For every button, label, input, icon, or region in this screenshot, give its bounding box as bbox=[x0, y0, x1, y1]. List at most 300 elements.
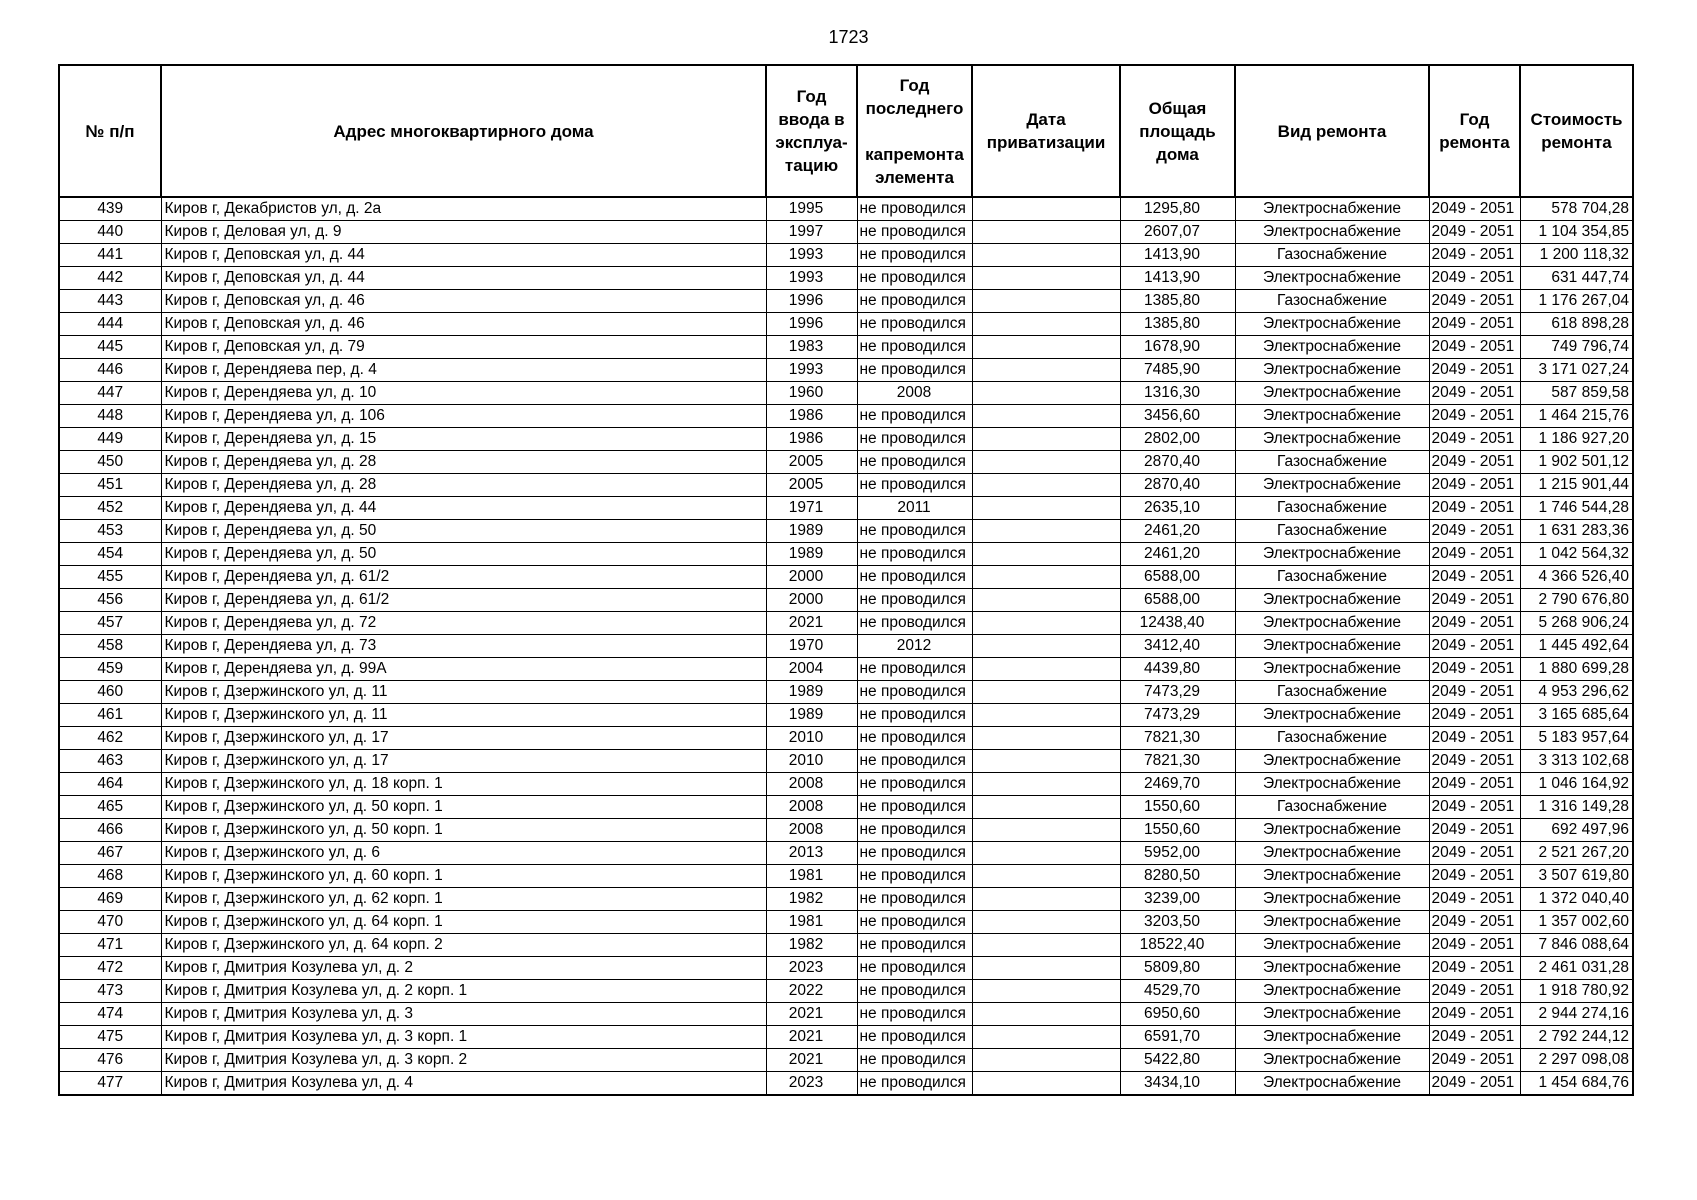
cell-area: 2461,20 bbox=[1120, 520, 1235, 543]
cell-year-built: 1981 bbox=[766, 865, 857, 888]
table-row bbox=[59, 336, 1633, 359]
cell-num: 466 bbox=[59, 819, 161, 842]
cell-year-built: 2021 bbox=[766, 1026, 857, 1049]
cell-repair-type: Электроснабжение bbox=[1235, 1049, 1429, 1072]
cell-num: 439 bbox=[59, 197, 161, 221]
table-row bbox=[59, 1026, 1633, 1049]
cell-year-built: 2000 bbox=[766, 589, 857, 612]
cell-cost: 1 746 544,28 bbox=[1520, 497, 1633, 520]
cell-repair-years: 2049 - 2051 bbox=[1429, 911, 1520, 934]
cell-address: Киров г, Декабристов ул, д. 2а bbox=[161, 197, 766, 221]
cell-year-built: 2023 bbox=[766, 957, 857, 980]
cell-privatization bbox=[972, 1049, 1120, 1072]
cell-last-repair: не проводился bbox=[857, 1026, 972, 1049]
cell-area: 2870,40 bbox=[1120, 474, 1235, 497]
cell-address: Киров г, Дерендяева ул, д. 73 bbox=[161, 635, 766, 658]
cell-repair-years: 2049 - 2051 bbox=[1429, 1003, 1520, 1026]
cell-repair-years: 2049 - 2051 bbox=[1429, 773, 1520, 796]
cell-area: 4439,80 bbox=[1120, 658, 1235, 681]
cell-cost: 1 200 118,32 bbox=[1520, 244, 1633, 267]
cell-year-built: 2023 bbox=[766, 1072, 857, 1096]
cell-repair-years: 2049 - 2051 bbox=[1429, 221, 1520, 244]
cell-address: Киров г, Дмитрия Козулева ул, д. 4 bbox=[161, 1072, 766, 1096]
cell-year-built: 2013 bbox=[766, 842, 857, 865]
cell-cost: 1 918 780,92 bbox=[1520, 980, 1633, 1003]
cell-address: Киров г, Дзержинского ул, д. 64 корп. 2 bbox=[161, 934, 766, 957]
cell-cost: 1 880 699,28 bbox=[1520, 658, 1633, 681]
cell-area: 6591,70 bbox=[1120, 1026, 1235, 1049]
cell-area: 3239,00 bbox=[1120, 888, 1235, 911]
cell-last-repair: не проводился bbox=[857, 750, 972, 773]
cell-address: Киров г, Дзержинского ул, д. 50 корп. 1 bbox=[161, 819, 766, 842]
cell-area: 2469,70 bbox=[1120, 773, 1235, 796]
cell-last-repair: не проводился bbox=[857, 566, 972, 589]
cell-cost: 2 521 267,20 bbox=[1520, 842, 1633, 865]
cell-repair-years: 2049 - 2051 bbox=[1429, 1072, 1520, 1096]
cell-year-built: 2008 bbox=[766, 796, 857, 819]
cell-area: 3203,50 bbox=[1120, 911, 1235, 934]
cell-area: 18522,40 bbox=[1120, 934, 1235, 957]
cell-year-built: 2004 bbox=[766, 658, 857, 681]
cell-repair-years: 2049 - 2051 bbox=[1429, 957, 1520, 980]
cell-area: 3456,60 bbox=[1120, 405, 1235, 428]
cell-area: 12438,40 bbox=[1120, 612, 1235, 635]
cell-cost: 1 215 901,44 bbox=[1520, 474, 1633, 497]
header-last-repair-label: Год последнего капремонта элемента bbox=[865, 75, 964, 187]
cell-num: 460 bbox=[59, 681, 161, 704]
cell-last-repair: не проводился bbox=[857, 359, 972, 382]
cell-num: 464 bbox=[59, 773, 161, 796]
cell-last-repair: не проводился bbox=[857, 474, 972, 497]
cell-num: 447 bbox=[59, 382, 161, 405]
cell-privatization bbox=[972, 497, 1120, 520]
table-row bbox=[59, 313, 1633, 336]
cell-address: Киров г, Деповская ул, д. 44 bbox=[161, 267, 766, 290]
cell-address: Киров г, Дзержинского ул, д. 17 bbox=[161, 727, 766, 750]
table-row bbox=[59, 290, 1633, 313]
cell-cost: 618 898,28 bbox=[1520, 313, 1633, 336]
header-last-repair bbox=[857, 65, 972, 197]
cell-cost: 1 631 283,36 bbox=[1520, 520, 1633, 543]
cell-year-built: 1993 bbox=[766, 244, 857, 267]
cell-repair-years: 2049 - 2051 bbox=[1429, 359, 1520, 382]
cell-num: 474 bbox=[59, 1003, 161, 1026]
cell-num: 473 bbox=[59, 980, 161, 1003]
cell-last-repair: не проводился bbox=[857, 888, 972, 911]
cell-repair-years: 2049 - 2051 bbox=[1429, 1049, 1520, 1072]
cell-address: Киров г, Дзержинского ул, д. 11 bbox=[161, 704, 766, 727]
cell-address: Киров г, Дерендяева пер, д. 4 bbox=[161, 359, 766, 382]
cell-address: Киров г, Дерендяева ул, д. 50 bbox=[161, 520, 766, 543]
cell-area: 7473,29 bbox=[1120, 704, 1235, 727]
cell-repair-type: Электроснабжение bbox=[1235, 221, 1429, 244]
cell-cost: 1 445 492,64 bbox=[1520, 635, 1633, 658]
cell-num: 468 bbox=[59, 865, 161, 888]
cell-year-built: 1989 bbox=[766, 543, 857, 566]
cell-repair-type: Электроснабжение bbox=[1235, 267, 1429, 290]
cell-area: 5422,80 bbox=[1120, 1049, 1235, 1072]
cell-address: Киров г, Деповская ул, д. 79 bbox=[161, 336, 766, 359]
cell-num: 462 bbox=[59, 727, 161, 750]
cell-area: 5809,80 bbox=[1120, 957, 1235, 980]
cell-num: 465 bbox=[59, 796, 161, 819]
cell-last-repair: не проводился bbox=[857, 957, 972, 980]
cell-repair-type: Электроснабжение bbox=[1235, 313, 1429, 336]
cell-address: Киров г, Деповская ул, д. 44 bbox=[161, 244, 766, 267]
header-year-built bbox=[766, 65, 857, 197]
table-row bbox=[59, 451, 1633, 474]
cell-privatization bbox=[972, 796, 1120, 819]
cell-num: 442 bbox=[59, 267, 161, 290]
cell-repair-years: 2049 - 2051 bbox=[1429, 428, 1520, 451]
cell-repair-type: Газоснабжение bbox=[1235, 497, 1429, 520]
cell-address: Киров г, Дмитрия Козулева ул, д. 3 корп. 2 bbox=[161, 1049, 766, 1072]
cell-area: 1316,30 bbox=[1120, 382, 1235, 405]
table-row bbox=[59, 520, 1633, 543]
table-row bbox=[59, 934, 1633, 957]
cell-last-repair: не проводился bbox=[857, 428, 972, 451]
cell-address: Киров г, Дзержинского ул, д. 18 корп. 1 bbox=[161, 773, 766, 796]
cell-year-built: 1993 bbox=[766, 267, 857, 290]
cell-address: Киров г, Дзержинского ул, д. 6 bbox=[161, 842, 766, 865]
cell-repair-type: Газоснабжение bbox=[1235, 796, 1429, 819]
cell-privatization bbox=[972, 980, 1120, 1003]
cell-last-repair: не проводился bbox=[857, 336, 972, 359]
cell-cost: 4 366 526,40 bbox=[1520, 566, 1633, 589]
table-row bbox=[59, 566, 1633, 589]
cell-cost: 1 454 684,76 bbox=[1520, 1072, 1633, 1096]
cell-cost: 631 447,74 bbox=[1520, 267, 1633, 290]
cell-num: 469 bbox=[59, 888, 161, 911]
cell-cost: 749 796,74 bbox=[1520, 336, 1633, 359]
cell-last-repair: не проводился bbox=[857, 405, 972, 428]
cell-repair-years: 2049 - 2051 bbox=[1429, 681, 1520, 704]
cell-privatization bbox=[972, 658, 1120, 681]
cell-repair-years: 2049 - 2051 bbox=[1429, 1026, 1520, 1049]
header-address bbox=[161, 65, 766, 197]
cell-cost: 578 704,28 bbox=[1520, 197, 1633, 221]
cell-last-repair: не проводился bbox=[857, 612, 972, 635]
cell-repair-type: Электроснабжение bbox=[1235, 658, 1429, 681]
cell-last-repair: 2008 bbox=[857, 382, 972, 405]
cell-num: 446 bbox=[59, 359, 161, 382]
cell-privatization bbox=[972, 405, 1120, 428]
header-cost-label: Стоимость ремонта bbox=[1530, 110, 1623, 152]
cell-privatization bbox=[972, 428, 1120, 451]
header-repair-years-label: Год ремонта bbox=[1439, 110, 1510, 152]
table-row bbox=[59, 543, 1633, 566]
cell-repair-type: Электроснабжение bbox=[1235, 589, 1429, 612]
page-number: 1723 bbox=[828, 27, 869, 47]
cell-repair-years: 2049 - 2051 bbox=[1429, 244, 1520, 267]
cell-repair-years: 2049 - 2051 bbox=[1429, 980, 1520, 1003]
cell-address: Киров г, Дзержинского ул, д. 60 корп. 1 bbox=[161, 865, 766, 888]
cell-num: 457 bbox=[59, 612, 161, 635]
cell-repair-type: Электроснабжение bbox=[1235, 888, 1429, 911]
cell-num: 455 bbox=[59, 566, 161, 589]
cell-last-repair: не проводился bbox=[857, 865, 972, 888]
cell-address: Киров г, Деповская ул, д. 46 bbox=[161, 313, 766, 336]
header-area bbox=[1120, 65, 1235, 197]
cell-area: 8280,50 bbox=[1120, 865, 1235, 888]
cell-last-repair: не проводился bbox=[857, 520, 972, 543]
cell-year-built: 1996 bbox=[766, 290, 857, 313]
cell-repair-years: 2049 - 2051 bbox=[1429, 566, 1520, 589]
cell-last-repair: не проводился bbox=[857, 819, 972, 842]
cell-repair-type: Газоснабжение bbox=[1235, 681, 1429, 704]
cell-repair-type: Электроснабжение bbox=[1235, 382, 1429, 405]
cell-privatization bbox=[972, 359, 1120, 382]
cell-area: 4529,70 bbox=[1120, 980, 1235, 1003]
cell-area: 3434,10 bbox=[1120, 1072, 1235, 1096]
cell-area: 7821,30 bbox=[1120, 727, 1235, 750]
cell-area: 1550,60 bbox=[1120, 819, 1235, 842]
cell-cost: 1 372 040,40 bbox=[1520, 888, 1633, 911]
table-row bbox=[59, 911, 1633, 934]
header-privatization-label: Дата приватизации bbox=[986, 110, 1106, 152]
cell-area: 2607,07 bbox=[1120, 221, 1235, 244]
cell-year-built: 1983 bbox=[766, 336, 857, 359]
cell-last-repair: не проводился bbox=[857, 842, 972, 865]
cell-num: 449 bbox=[59, 428, 161, 451]
cell-cost: 587 859,58 bbox=[1520, 382, 1633, 405]
cell-last-repair: не проводился bbox=[857, 980, 972, 1003]
cell-repair-type: Электроснабжение bbox=[1235, 1003, 1429, 1026]
cell-area: 7485,90 bbox=[1120, 359, 1235, 382]
table-row bbox=[59, 980, 1633, 1003]
cell-repair-years: 2049 - 2051 bbox=[1429, 497, 1520, 520]
header-area-label: Общая площадь дома bbox=[1139, 98, 1216, 164]
table-row bbox=[59, 1072, 1633, 1096]
cell-repair-type: Электроснабжение bbox=[1235, 405, 1429, 428]
table-row bbox=[59, 1003, 1633, 1026]
table-row bbox=[59, 750, 1633, 773]
cell-address: Киров г, Дерендяева ул, д. 72 bbox=[161, 612, 766, 635]
cell-last-repair: не проводился bbox=[857, 543, 972, 566]
cell-repair-type: Газоснабжение bbox=[1235, 290, 1429, 313]
cell-repair-years: 2049 - 2051 bbox=[1429, 290, 1520, 313]
cell-privatization bbox=[972, 865, 1120, 888]
cell-cost: 1 186 927,20 bbox=[1520, 428, 1633, 451]
cell-num: 448 bbox=[59, 405, 161, 428]
cell-privatization bbox=[972, 773, 1120, 796]
cell-repair-years: 2049 - 2051 bbox=[1429, 888, 1520, 911]
table-row bbox=[59, 773, 1633, 796]
cell-last-repair: не проводился bbox=[857, 727, 972, 750]
cell-num: 443 bbox=[59, 290, 161, 313]
cell-repair-type: Электроснабжение bbox=[1235, 1026, 1429, 1049]
table-row bbox=[59, 957, 1633, 980]
cell-repair-years: 2049 - 2051 bbox=[1429, 197, 1520, 221]
cell-year-built: 2008 bbox=[766, 819, 857, 842]
cell-area: 7473,29 bbox=[1120, 681, 1235, 704]
cell-area: 1413,90 bbox=[1120, 244, 1235, 267]
cell-last-repair: не проводился bbox=[857, 1003, 972, 1026]
cell-last-repair: не проводился bbox=[857, 773, 972, 796]
cell-repair-type: Электроснабжение bbox=[1235, 543, 1429, 566]
cell-privatization bbox=[972, 1003, 1120, 1026]
cell-privatization bbox=[972, 474, 1120, 497]
cell-repair-years: 2049 - 2051 bbox=[1429, 612, 1520, 635]
table-row bbox=[59, 796, 1633, 819]
cell-repair-years: 2049 - 2051 bbox=[1429, 635, 1520, 658]
cell-num: 461 bbox=[59, 704, 161, 727]
cell-num: 456 bbox=[59, 589, 161, 612]
cell-repair-years: 2049 - 2051 bbox=[1429, 474, 1520, 497]
cell-year-built: 1982 bbox=[766, 888, 857, 911]
cell-cost: 1 176 267,04 bbox=[1520, 290, 1633, 313]
cell-cost: 1 316 149,28 bbox=[1520, 796, 1633, 819]
cell-privatization bbox=[972, 589, 1120, 612]
cell-address: Киров г, Дерендяева ул, д. 106 bbox=[161, 405, 766, 428]
cell-last-repair: не проводился bbox=[857, 197, 972, 221]
cell-address: Киров г, Дзержинского ул, д. 64 корп. 1 bbox=[161, 911, 766, 934]
cell-year-built: 1986 bbox=[766, 428, 857, 451]
cell-last-repair: не проводился bbox=[857, 313, 972, 336]
table-row bbox=[59, 267, 1633, 290]
cell-area: 5952,00 bbox=[1120, 842, 1235, 865]
cell-repair-type: Газоснабжение bbox=[1235, 520, 1429, 543]
cell-privatization bbox=[972, 727, 1120, 750]
cell-cost: 2 297 098,08 bbox=[1520, 1049, 1633, 1072]
table-row bbox=[59, 405, 1633, 428]
cell-address: Киров г, Дзержинского ул, д. 62 корп. 1 bbox=[161, 888, 766, 911]
cell-last-repair: не проводился bbox=[857, 290, 972, 313]
cell-address: Киров г, Дерендяева ул, д. 15 bbox=[161, 428, 766, 451]
cell-num: 477 bbox=[59, 1072, 161, 1096]
cell-address: Киров г, Деловая ул, д. 9 bbox=[161, 221, 766, 244]
cell-year-built: 2021 bbox=[766, 1003, 857, 1026]
cell-year-built: 2000 bbox=[766, 566, 857, 589]
cell-area: 2461,20 bbox=[1120, 543, 1235, 566]
cell-repair-years: 2049 - 2051 bbox=[1429, 819, 1520, 842]
cell-last-repair: не проводился bbox=[857, 589, 972, 612]
cell-address: Киров г, Дмитрия Козулева ул, д. 2 bbox=[161, 957, 766, 980]
cell-repair-years: 2049 - 2051 bbox=[1429, 520, 1520, 543]
cell-area: 2870,40 bbox=[1120, 451, 1235, 474]
cell-year-built: 1960 bbox=[766, 382, 857, 405]
cell-area: 6588,00 bbox=[1120, 589, 1235, 612]
table-row bbox=[59, 589, 1633, 612]
cell-cost: 3 165 685,64 bbox=[1520, 704, 1633, 727]
cell-address: Киров г, Дерендяева ул, д. 61/2 bbox=[161, 589, 766, 612]
cell-cost: 3 313 102,68 bbox=[1520, 750, 1633, 773]
table-row bbox=[59, 428, 1633, 451]
cell-cost: 1 104 354,85 bbox=[1520, 221, 1633, 244]
cell-repair-years: 2049 - 2051 bbox=[1429, 336, 1520, 359]
cell-area: 6950,60 bbox=[1120, 1003, 1235, 1026]
cell-address: Киров г, Деповская ул, д. 46 bbox=[161, 290, 766, 313]
cell-cost: 3 507 619,80 bbox=[1520, 865, 1633, 888]
cell-address: Киров г, Дерендяева ул, д. 10 bbox=[161, 382, 766, 405]
table-row bbox=[59, 865, 1633, 888]
cell-year-built: 1997 bbox=[766, 221, 857, 244]
cell-year-built: 1989 bbox=[766, 704, 857, 727]
cell-repair-years: 2049 - 2051 bbox=[1429, 842, 1520, 865]
cell-repair-type: Электроснабжение bbox=[1235, 819, 1429, 842]
cell-num: 463 bbox=[59, 750, 161, 773]
header-year-built-label: Год ввода в эксплуа-тацию bbox=[775, 87, 848, 175]
cell-privatization bbox=[972, 635, 1120, 658]
cell-area: 2635,10 bbox=[1120, 497, 1235, 520]
cell-repair-type: Электроснабжение bbox=[1235, 957, 1429, 980]
cell-repair-type: Газоснабжение bbox=[1235, 566, 1429, 589]
cell-last-repair: не проводился bbox=[857, 911, 972, 934]
cell-area: 7821,30 bbox=[1120, 750, 1235, 773]
table-row bbox=[59, 704, 1633, 727]
table-body bbox=[59, 197, 1633, 1095]
cell-num: 445 bbox=[59, 336, 161, 359]
table-row bbox=[59, 888, 1633, 911]
cell-year-built: 1970 bbox=[766, 635, 857, 658]
cell-area: 1385,80 bbox=[1120, 290, 1235, 313]
cell-privatization bbox=[972, 612, 1120, 635]
cell-repair-years: 2049 - 2051 bbox=[1429, 451, 1520, 474]
table-row bbox=[59, 474, 1633, 497]
cell-repair-years: 2049 - 2051 bbox=[1429, 750, 1520, 773]
cell-year-built: 1989 bbox=[766, 520, 857, 543]
cell-last-repair: не проводился bbox=[857, 267, 972, 290]
header-num bbox=[59, 65, 161, 197]
cell-privatization bbox=[972, 221, 1120, 244]
header-repair-type-label: Вид ремонта bbox=[1277, 121, 1387, 141]
cell-repair-type: Электроснабжение bbox=[1235, 612, 1429, 635]
cell-area: 1385,80 bbox=[1120, 313, 1235, 336]
cell-num: 454 bbox=[59, 543, 161, 566]
cell-repair-years: 2049 - 2051 bbox=[1429, 543, 1520, 566]
header-address-label: Адрес многоквартирного дома bbox=[333, 121, 594, 141]
header-cost bbox=[1520, 65, 1633, 197]
cell-year-built: 1982 bbox=[766, 934, 857, 957]
cell-year-built: 1971 bbox=[766, 497, 857, 520]
cell-num: 451 bbox=[59, 474, 161, 497]
cell-area: 1550,60 bbox=[1120, 796, 1235, 819]
table-row bbox=[59, 819, 1633, 842]
cell-year-built: 2005 bbox=[766, 451, 857, 474]
table-header-row bbox=[59, 65, 1633, 197]
cell-address: Киров г, Дерендяева ул, д. 61/2 bbox=[161, 566, 766, 589]
cell-year-built: 2022 bbox=[766, 980, 857, 1003]
cell-address: Киров г, Дмитрия Козулева ул, д. 3 bbox=[161, 1003, 766, 1026]
repair-register-table bbox=[58, 64, 1634, 1096]
cell-last-repair: не проводился bbox=[857, 658, 972, 681]
cell-year-built: 1981 bbox=[766, 911, 857, 934]
cell-repair-years: 2049 - 2051 bbox=[1429, 934, 1520, 957]
cell-last-repair: не проводился bbox=[857, 451, 972, 474]
header-repair-years bbox=[1429, 65, 1520, 197]
cell-address: Киров г, Дмитрия Козулева ул, д. 3 корп. 1 bbox=[161, 1026, 766, 1049]
cell-num: 467 bbox=[59, 842, 161, 865]
cell-address: Киров г, Дерендяева ул, д. 99А bbox=[161, 658, 766, 681]
cell-year-built: 2010 bbox=[766, 750, 857, 773]
cell-cost: 2 461 031,28 bbox=[1520, 957, 1633, 980]
cell-last-repair: не проводился bbox=[857, 1072, 972, 1096]
cell-repair-years: 2049 - 2051 bbox=[1429, 313, 1520, 336]
cell-year-built: 1986 bbox=[766, 405, 857, 428]
cell-year-built: 1996 bbox=[766, 313, 857, 336]
table-row bbox=[59, 1049, 1633, 1072]
table-row bbox=[59, 359, 1633, 382]
cell-address: Киров г, Дерендяева ул, д. 44 bbox=[161, 497, 766, 520]
cell-cost: 5 183 957,64 bbox=[1520, 727, 1633, 750]
table-row bbox=[59, 197, 1633, 221]
cell-num: 453 bbox=[59, 520, 161, 543]
cell-cost: 5 268 906,24 bbox=[1520, 612, 1633, 635]
cell-privatization bbox=[972, 1072, 1120, 1096]
cell-num: 450 bbox=[59, 451, 161, 474]
cell-num: 444 bbox=[59, 313, 161, 336]
cell-address: Киров г, Дерендяева ул, д. 28 bbox=[161, 451, 766, 474]
